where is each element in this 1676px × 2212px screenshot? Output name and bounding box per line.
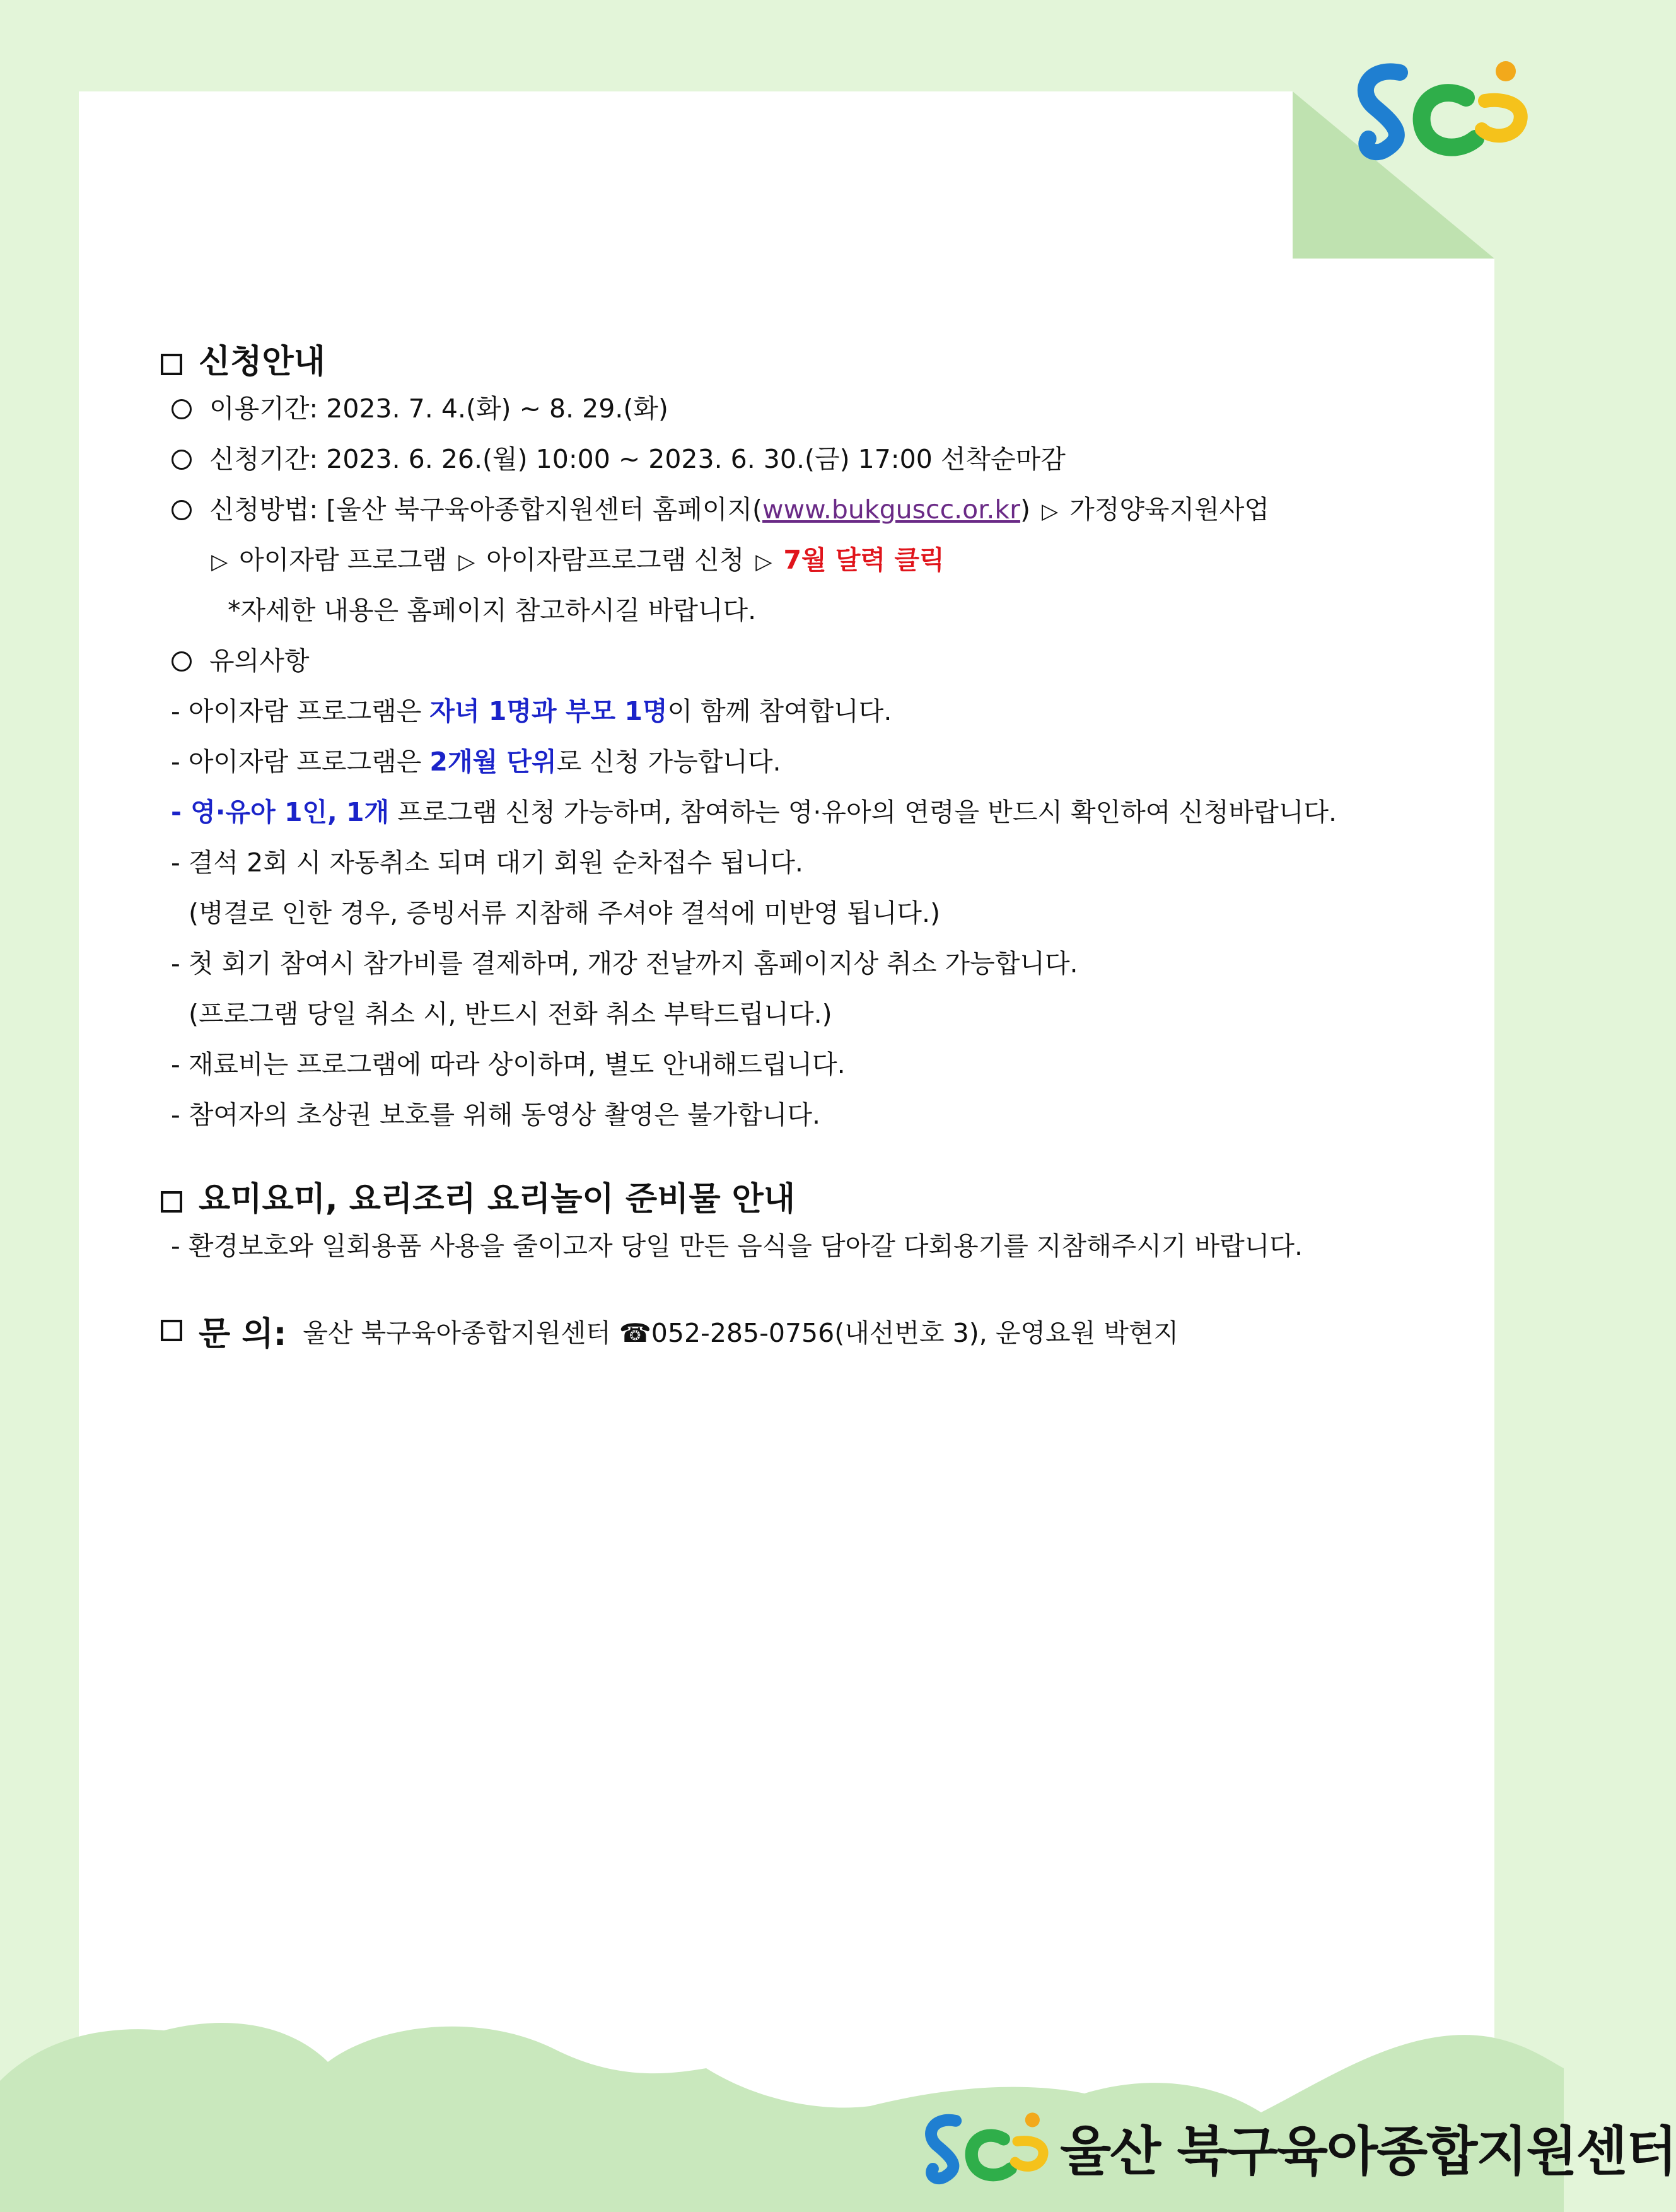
circle-bullet-icon: [172, 500, 192, 520]
detail-note-line: [228, 585, 1460, 636]
notes-title: 유의사항: [209, 646, 310, 676]
section-heading-supplies: [161, 1178, 1460, 1221]
supplies-note: - 환경보호와 일회용품 사용을 줄이고자 당일 만든 음식을 담아갈 다회용기를 지참해주시기 바랍니다.: [171, 1231, 1303, 1261]
apply-period-text: 신청기간: 2023. 6. 26.(월) 10:00 ~ 2023. 6. 30.(금) 17:00 선착순마감: [209, 444, 1066, 474]
document-body: [161, 341, 1460, 1356]
inquiry-label: 문 의:: [199, 1315, 287, 1353]
use-period-text: 이용기간: 2023. 7. 4.(화) ~ 8. 29.(화): [209, 393, 668, 424]
note-item: - 재료비는 프로그램에 따라 상이하며, 별도 안내해드립니다.: [171, 1049, 846, 1080]
section-title: 요미요미, 요리조리 요리놀이 준비물 안내: [199, 1180, 796, 1218]
homepage-link[interactable]: www.bukguscc.or.kr: [762, 494, 1020, 525]
note-highlight: 자녀 1명과 부모 1명: [429, 696, 668, 726]
notes-title-line: [172, 636, 1460, 686]
footer-org-name: 울산 북구육아종합지원센터: [1060, 2120, 1676, 2182]
method-step-3: 아이자람프로그램 신청: [486, 545, 745, 575]
inquiry-line: [161, 1305, 1460, 1356]
note-highlight: 2개월 단위: [429, 747, 557, 777]
center-logo-icon: [1356, 54, 1539, 164]
checkbox-square-icon: [161, 354, 182, 375]
note-text: 로 신청 가능합니다.: [556, 747, 781, 777]
checkbox-square-icon: [161, 1191, 182, 1213]
triangle-arrow-icon: ▷: [1041, 499, 1059, 524]
center-logo-icon: [924, 2100, 1056, 2194]
note-sub-text: (프로그램 당일 취소 시, 반드시 전화 취소 부탁드립니다.): [189, 999, 832, 1029]
note-text: 아이자람 프로그램은: [188, 696, 430, 726]
triangle-arrow-icon: ▷: [458, 549, 475, 574]
note-subitem: [189, 888, 1460, 938]
note-text: 아이자람 프로그램은: [188, 747, 430, 777]
apply-method-line: [172, 484, 1460, 535]
note-highlight: 영·유아 1인, 1개: [190, 797, 390, 827]
method-step-1: 가정양육지원사업: [1069, 494, 1269, 525]
apply-method-steps-line: [211, 535, 1460, 585]
inquiry-text: 울산 북구육아종합지원센터 ☎052-285-0756(내선번호 3), 운영요원 박현지: [303, 1317, 1179, 1348]
circle-bullet-icon: [172, 450, 192, 470]
apply-period-line: [172, 434, 1460, 484]
note-sub-text: (병결로 인한 경우, 증빙서류 지참해 주셔야 결석에 미반영 됩니다.): [189, 898, 941, 928]
circle-bullet-icon: [172, 651, 192, 672]
detail-note-text: *자세한 내용은 홈페이지 참고하시길 바랍니다.: [228, 595, 757, 626]
method-suffix: ): [1020, 494, 1030, 525]
note-text: 프로그램 신청 가능하며, 참여하는 영·유아의 연령을 반드시 확인하여 신청바랍니다.: [389, 797, 1337, 827]
method-prefix: 신청방법: [울산 북구육아종합지원센터 홈페이지(: [209, 494, 763, 525]
footer-logo: [924, 2100, 1676, 2194]
note-text: 이 함께 참여합니다.: [667, 696, 892, 726]
note-text: 결석 2회 시 자동취소 되며 대기 회원 순차접수 됩니다.: [188, 847, 803, 878]
note-item: - 결석 2회 시 자동취소 되며 대기 회원 순차접수 됩니다.: [171, 847, 803, 878]
note-item: - 참여자의 초상권 보호를 위해 동영상 촬영은 불가합니다.: [171, 1100, 820, 1130]
note-item: - 아이자람 프로그램은 자녀 1명과 부모 1명이 함께 참여합니다.: [171, 696, 892, 726]
triangle-arrow-icon: ▷: [211, 549, 228, 574]
triangle-arrow-icon: ▷: [755, 549, 772, 574]
checkbox-square-icon: [161, 1320, 182, 1341]
method-step-4-highlight: 7월 달력 클릭: [783, 545, 945, 575]
note-subitem: [189, 989, 1460, 1039]
note-item: - 첫 회기 참여시 참가비를 결제하며, 개강 전날까지 홈페이지상 취소 가능합니다.: [171, 948, 1078, 979]
note-text: 재료비는 프로그램에 따라 상이하며, 별도 안내해드립니다.: [188, 1049, 846, 1080]
use-period-line: [172, 383, 1460, 434]
circle-bullet-icon: [172, 399, 192, 419]
section-heading-apply: [161, 341, 1460, 383]
supplies-note-text: 환경보호와 일회용품 사용을 줄이고자 당일 만든 음식을 담아갈 다회용기를 지참해주시기 바랍니다.: [188, 1231, 1303, 1261]
note-item: - 아이자람 프로그램은 2개월 단위로 신청 가능합니다.: [171, 747, 781, 777]
method-step-2: 아이자람 프로그램: [239, 545, 448, 575]
note-text: 첫 회기 참여시 참가비를 결제하며, 개강 전날까지 홈페이지상 취소 가능합니다.: [188, 948, 1078, 979]
note-item: - 영·유아 1인, 1개 프로그램 신청 가능하며, 참여하는 영·유아의 연령을 반드시 확인하여 신청바랍니다.: [171, 797, 1337, 827]
note-text: 참여자의 초상권 보호를 위해 동영상 촬영은 불가합니다.: [188, 1100, 820, 1130]
section-title: 신청안내: [199, 343, 325, 381]
